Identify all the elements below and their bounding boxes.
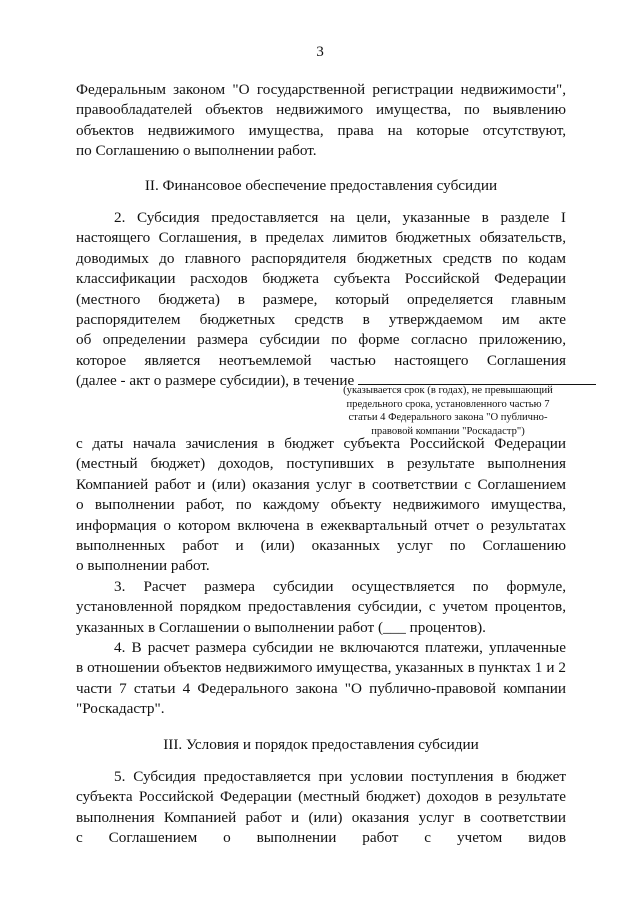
paragraph-2-continuation [76,434,566,577]
text-line: которое является неотъемлемой частью настоящего Соглашения [76,351,566,369]
section-2-heading: II. Финансовое обеспечение предоставления субсидии [144,177,498,194]
text-line: (далее - акт о размере субсидии), в течение [76,372,355,390]
footnote-line: (указывается срок (в годах), не превышающий [343,385,553,396]
text-line: о выполнении работ, по каждому объекту недвижимого имущества, [76,496,566,514]
text-line: (местного бюджета) в размере, который определяется главным [76,290,566,308]
text-line: 3. Расчет размера субсидии осуществляется по формуле, [114,578,566,595]
text-line: части 7 статьи 4 Федерального закона "О публично-правовой компании [76,679,566,697]
text-line: выполненных работ и (или) оказанных услуг по Соглашению [76,536,566,554]
text-line: доводимых до главного распорядителя бюджетных средств по кодам [76,249,566,267]
text-line: установленной порядком предоставления субсидии, с учетом процентов, [76,598,566,616]
text-line: 5. Субсидия предоставляется при условии поступления в бюджет [114,768,566,785]
text-line: 4. В расчет размера субсидии не включаются платежи, уплаченные [114,639,566,656]
text-line: объектов недвижимого имущества, права на которые отсутствуют, [76,121,566,139]
text-line: информация о котором включена в ежеквартальный отчет о результатах [76,516,566,534]
text-line: с даты начала зачисления в бюджет субъекта Российской Федерации [76,435,566,452]
text-line: субъекта Российской Федерации (местный бюджет) доходов в результате [76,788,566,806]
page-number: 3 [316,43,324,60]
paragraph-4 [76,638,566,720]
text-line: о выполнении работ. [76,557,210,575]
term-footnote [330,384,566,438]
text-line: с Соглашением о выполнении работ с учетом видов [76,829,566,847]
footnote-line: статьи 4 Федерального закона "О публично- [348,412,548,424]
text-line: (местный бюджет) доходов, поступивших в результате выполнения [76,455,566,473]
text-line: в отношении объектов недвижимого имущества, указанных в пунктах 1 и 2 [76,659,566,677]
footnote-line: правовой компании "Роскадастр") [371,425,525,437]
text-line: правообладателей объектов недвижимого имущества, по выявлению [76,101,566,119]
paragraph-3 [76,577,566,638]
text-line: Компанией работ и (или) оказания услуг в соответствии с Соглашением [76,475,566,493]
paragraph-5 [76,767,566,849]
text-line: Федеральным законом "О государственной регистрации недвижимости", [76,81,566,98]
text-line: настоящего Соглашения, в пределах лимитов бюджетных обязательств, [76,229,566,247]
text-line: по Соглашению о выполнении работ. [76,142,317,160]
intro-paragraph [76,80,566,162]
footnote-line: предельного срока, установленного частью 7 [346,398,550,410]
text-line: указанных в Соглашении о выполнении работ (___ процентов). [76,618,486,636]
text-line: выполнения Компанией работ и (или) оказания услуг в соответствии [76,808,566,826]
text-line: классификации расходов бюджета субъекта Российской Федерации [76,270,566,288]
section-3-heading: III. Условия и порядок предоставления субсидии [163,736,479,753]
text-line: об определении размера субсидии по форме согласно приложению, [76,331,566,349]
paragraph-2 [76,208,566,392]
text-line: 2. Субсидия предоставляется на цели, указанные в разделе I [114,209,566,226]
text-line: распорядителем бюджетных средств в утверждаемом им акте [76,310,566,328]
text-line: "Роскадастр". [76,700,165,718]
